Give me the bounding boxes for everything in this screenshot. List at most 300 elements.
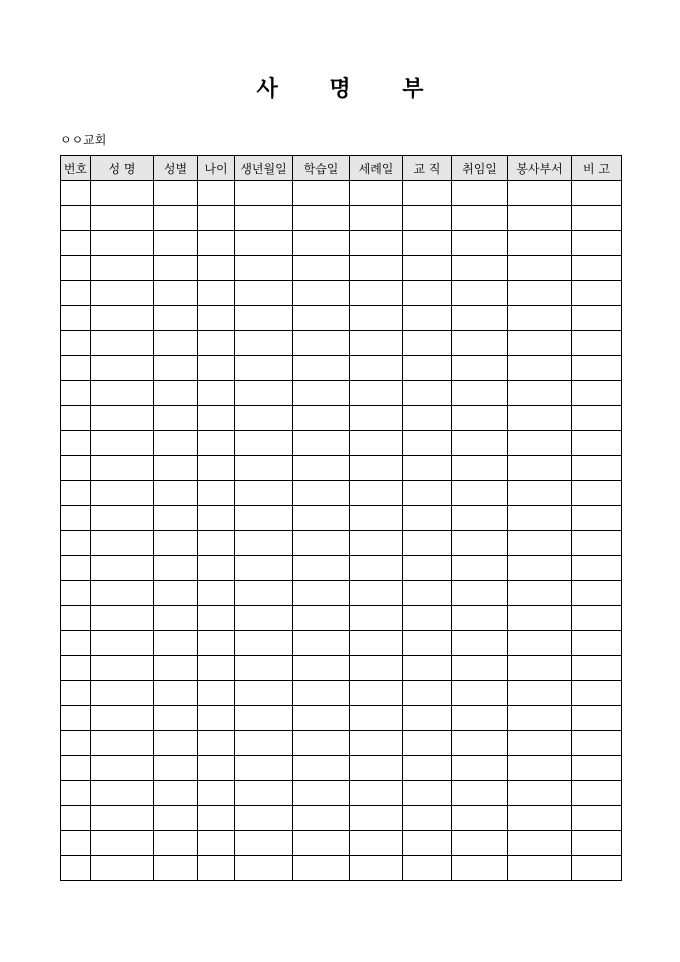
age-cell[interactable] <box>198 556 235 581</box>
installation-date-cell[interactable] <box>452 706 508 731</box>
birthdate-cell[interactable] <box>235 856 293 881</box>
gender-cell[interactable] <box>154 531 198 556</box>
service-department-cell[interactable] <box>508 431 572 456</box>
number-cell[interactable] <box>61 256 91 281</box>
service-department-cell[interactable] <box>508 656 572 681</box>
name-cell[interactable] <box>91 406 154 431</box>
installation-date-cell[interactable] <box>452 356 508 381</box>
installation-date-cell[interactable] <box>452 331 508 356</box>
installation-date-cell[interactable] <box>452 256 508 281</box>
age-cell[interactable] <box>198 856 235 881</box>
age-cell[interactable] <box>198 731 235 756</box>
name-cell[interactable] <box>91 756 154 781</box>
catechism-date-cell[interactable] <box>293 506 350 531</box>
catechism-date-cell[interactable] <box>293 856 350 881</box>
birthdate-cell[interactable] <box>235 781 293 806</box>
installation-date-cell[interactable] <box>452 281 508 306</box>
service-department-cell[interactable] <box>508 681 572 706</box>
gender-cell[interactable] <box>154 781 198 806</box>
remarks-cell[interactable] <box>572 531 622 556</box>
installation-date-cell[interactable] <box>452 731 508 756</box>
service-department-cell[interactable] <box>508 306 572 331</box>
remarks-cell[interactable] <box>572 431 622 456</box>
installation-date-cell[interactable] <box>452 531 508 556</box>
church-office-cell[interactable] <box>403 406 452 431</box>
service-department-cell[interactable] <box>508 406 572 431</box>
number-cell[interactable] <box>61 706 91 731</box>
birthdate-cell[interactable] <box>235 481 293 506</box>
church-office-cell[interactable] <box>403 531 452 556</box>
catechism-date-cell[interactable] <box>293 356 350 381</box>
remarks-cell[interactable] <box>572 306 622 331</box>
installation-date-cell[interactable] <box>452 381 508 406</box>
age-cell[interactable] <box>198 756 235 781</box>
age-cell[interactable] <box>198 481 235 506</box>
birthdate-cell[interactable] <box>235 456 293 481</box>
name-cell[interactable] <box>91 206 154 231</box>
remarks-cell[interactable] <box>572 756 622 781</box>
number-cell[interactable] <box>61 731 91 756</box>
remarks-cell[interactable] <box>572 606 622 631</box>
gender-cell[interactable] <box>154 181 198 206</box>
installation-date-cell[interactable] <box>452 556 508 581</box>
name-cell[interactable] <box>91 806 154 831</box>
number-cell[interactable] <box>61 756 91 781</box>
number-cell[interactable] <box>61 581 91 606</box>
baptism-date-cell[interactable] <box>350 731 403 756</box>
baptism-date-cell[interactable] <box>350 506 403 531</box>
catechism-date-cell[interactable] <box>293 406 350 431</box>
birthdate-cell[interactable] <box>235 606 293 631</box>
baptism-date-cell[interactable] <box>350 431 403 456</box>
number-cell[interactable] <box>61 481 91 506</box>
age-cell[interactable] <box>198 831 235 856</box>
number-cell[interactable] <box>61 431 91 456</box>
age-cell[interactable] <box>198 781 235 806</box>
church-office-cell[interactable] <box>403 606 452 631</box>
birthdate-cell[interactable] <box>235 356 293 381</box>
church-office-cell[interactable] <box>403 481 452 506</box>
catechism-date-cell[interactable] <box>293 306 350 331</box>
birthdate-cell[interactable] <box>235 206 293 231</box>
number-cell[interactable] <box>61 181 91 206</box>
gender-cell[interactable] <box>154 756 198 781</box>
service-department-cell[interactable] <box>508 731 572 756</box>
birthdate-cell[interactable] <box>235 706 293 731</box>
baptism-date-cell[interactable] <box>350 481 403 506</box>
number-cell[interactable] <box>61 656 91 681</box>
remarks-cell[interactable] <box>572 681 622 706</box>
church-office-cell[interactable] <box>403 256 452 281</box>
gender-cell[interactable] <box>154 206 198 231</box>
name-cell[interactable] <box>91 256 154 281</box>
baptism-date-cell[interactable] <box>350 681 403 706</box>
installation-date-cell[interactable] <box>452 456 508 481</box>
church-office-cell[interactable] <box>403 556 452 581</box>
age-cell[interactable] <box>198 431 235 456</box>
church-office-cell[interactable] <box>403 806 452 831</box>
name-cell[interactable] <box>91 606 154 631</box>
service-department-cell[interactable] <box>508 281 572 306</box>
remarks-cell[interactable] <box>572 481 622 506</box>
name-cell[interactable] <box>91 481 154 506</box>
installation-date-cell[interactable] <box>452 506 508 531</box>
birthdate-cell[interactable] <box>235 831 293 856</box>
name-cell[interactable] <box>91 631 154 656</box>
gender-cell[interactable] <box>154 356 198 381</box>
remarks-cell[interactable] <box>572 831 622 856</box>
birthdate-cell[interactable] <box>235 506 293 531</box>
church-office-cell[interactable] <box>403 731 452 756</box>
birthdate-cell[interactable] <box>235 181 293 206</box>
name-cell[interactable] <box>91 356 154 381</box>
gender-cell[interactable] <box>154 256 198 281</box>
number-cell[interactable] <box>61 231 91 256</box>
baptism-date-cell[interactable] <box>350 831 403 856</box>
number-cell[interactable] <box>61 281 91 306</box>
remarks-cell[interactable] <box>572 381 622 406</box>
number-cell[interactable] <box>61 356 91 381</box>
birthdate-cell[interactable] <box>235 556 293 581</box>
service-department-cell[interactable] <box>508 756 572 781</box>
age-cell[interactable] <box>198 406 235 431</box>
gender-cell[interactable] <box>154 731 198 756</box>
birthdate-cell[interactable] <box>235 531 293 556</box>
catechism-date-cell[interactable] <box>293 831 350 856</box>
birthdate-cell[interactable] <box>235 631 293 656</box>
church-office-cell[interactable] <box>403 581 452 606</box>
name-cell[interactable] <box>91 281 154 306</box>
age-cell[interactable] <box>198 581 235 606</box>
catechism-date-cell[interactable] <box>293 606 350 631</box>
baptism-date-cell[interactable] <box>350 856 403 881</box>
church-office-cell[interactable] <box>403 331 452 356</box>
baptism-date-cell[interactable] <box>350 331 403 356</box>
service-department-cell[interactable] <box>508 356 572 381</box>
installation-date-cell[interactable] <box>452 581 508 606</box>
remarks-cell[interactable] <box>572 206 622 231</box>
service-department-cell[interactable] <box>508 556 572 581</box>
installation-date-cell[interactable] <box>452 231 508 256</box>
service-department-cell[interactable] <box>508 506 572 531</box>
service-department-cell[interactable] <box>508 456 572 481</box>
catechism-date-cell[interactable] <box>293 381 350 406</box>
remarks-cell[interactable] <box>572 656 622 681</box>
baptism-date-cell[interactable] <box>350 781 403 806</box>
age-cell[interactable] <box>198 656 235 681</box>
catechism-date-cell[interactable] <box>293 756 350 781</box>
remarks-cell[interactable] <box>572 406 622 431</box>
name-cell[interactable] <box>91 306 154 331</box>
service-department-cell[interactable] <box>508 606 572 631</box>
baptism-date-cell[interactable] <box>350 406 403 431</box>
gender-cell[interactable] <box>154 306 198 331</box>
church-office-cell[interactable] <box>403 431 452 456</box>
baptism-date-cell[interactable] <box>350 531 403 556</box>
catechism-date-cell[interactable] <box>293 806 350 831</box>
remarks-cell[interactable] <box>572 281 622 306</box>
gender-cell[interactable] <box>154 656 198 681</box>
name-cell[interactable] <box>91 656 154 681</box>
service-department-cell[interactable] <box>508 631 572 656</box>
name-cell[interactable] <box>91 181 154 206</box>
birthdate-cell[interactable] <box>235 281 293 306</box>
remarks-cell[interactable] <box>572 556 622 581</box>
church-office-cell[interactable] <box>403 656 452 681</box>
age-cell[interactable] <box>198 306 235 331</box>
catechism-date-cell[interactable] <box>293 631 350 656</box>
birthdate-cell[interactable] <box>235 806 293 831</box>
name-cell[interactable] <box>91 681 154 706</box>
remarks-cell[interactable] <box>572 631 622 656</box>
catechism-date-cell[interactable] <box>293 331 350 356</box>
church-office-cell[interactable] <box>403 456 452 481</box>
name-cell[interactable] <box>91 231 154 256</box>
gender-cell[interactable] <box>154 231 198 256</box>
name-cell[interactable] <box>91 856 154 881</box>
gender-cell[interactable] <box>154 281 198 306</box>
name-cell[interactable] <box>91 531 154 556</box>
age-cell[interactable] <box>198 381 235 406</box>
gender-cell[interactable] <box>154 631 198 656</box>
service-department-cell[interactable] <box>508 856 572 881</box>
catechism-date-cell[interactable] <box>293 681 350 706</box>
gender-cell[interactable] <box>154 456 198 481</box>
baptism-date-cell[interactable] <box>350 581 403 606</box>
birthdate-cell[interactable] <box>235 381 293 406</box>
service-department-cell[interactable] <box>508 206 572 231</box>
remarks-cell[interactable] <box>572 856 622 881</box>
gender-cell[interactable] <box>154 706 198 731</box>
installation-date-cell[interactable] <box>452 606 508 631</box>
number-cell[interactable] <box>61 306 91 331</box>
installation-date-cell[interactable] <box>452 631 508 656</box>
name-cell[interactable] <box>91 581 154 606</box>
birthdate-cell[interactable] <box>235 731 293 756</box>
church-office-cell[interactable] <box>403 231 452 256</box>
gender-cell[interactable] <box>154 856 198 881</box>
baptism-date-cell[interactable] <box>350 456 403 481</box>
church-office-cell[interactable] <box>403 781 452 806</box>
birthdate-cell[interactable] <box>235 681 293 706</box>
remarks-cell[interactable] <box>572 356 622 381</box>
catechism-date-cell[interactable] <box>293 731 350 756</box>
age-cell[interactable] <box>198 606 235 631</box>
service-department-cell[interactable] <box>508 581 572 606</box>
service-department-cell[interactable] <box>508 181 572 206</box>
church-office-cell[interactable] <box>403 181 452 206</box>
catechism-date-cell[interactable] <box>293 656 350 681</box>
baptism-date-cell[interactable] <box>350 556 403 581</box>
number-cell[interactable] <box>61 531 91 556</box>
gender-cell[interactable] <box>154 381 198 406</box>
age-cell[interactable] <box>198 631 235 656</box>
name-cell[interactable] <box>91 731 154 756</box>
number-cell[interactable] <box>61 331 91 356</box>
church-office-cell[interactable] <box>403 506 452 531</box>
baptism-date-cell[interactable] <box>350 231 403 256</box>
installation-date-cell[interactable] <box>452 181 508 206</box>
birthdate-cell[interactable] <box>235 231 293 256</box>
catechism-date-cell[interactable] <box>293 456 350 481</box>
birthdate-cell[interactable] <box>235 406 293 431</box>
number-cell[interactable] <box>61 381 91 406</box>
age-cell[interactable] <box>198 456 235 481</box>
remarks-cell[interactable] <box>572 731 622 756</box>
church-office-cell[interactable] <box>403 706 452 731</box>
installation-date-cell[interactable] <box>452 806 508 831</box>
catechism-date-cell[interactable] <box>293 556 350 581</box>
number-cell[interactable] <box>61 681 91 706</box>
remarks-cell[interactable] <box>572 256 622 281</box>
birthdate-cell[interactable] <box>235 756 293 781</box>
age-cell[interactable] <box>198 181 235 206</box>
age-cell[interactable] <box>198 331 235 356</box>
age-cell[interactable] <box>198 681 235 706</box>
birthdate-cell[interactable] <box>235 656 293 681</box>
number-cell[interactable] <box>61 406 91 431</box>
remarks-cell[interactable] <box>572 581 622 606</box>
church-office-cell[interactable] <box>403 856 452 881</box>
gender-cell[interactable] <box>154 331 198 356</box>
birthdate-cell[interactable] <box>235 431 293 456</box>
catechism-date-cell[interactable] <box>293 231 350 256</box>
name-cell[interactable] <box>91 781 154 806</box>
age-cell[interactable] <box>198 706 235 731</box>
name-cell[interactable] <box>91 431 154 456</box>
remarks-cell[interactable] <box>572 781 622 806</box>
gender-cell[interactable] <box>154 431 198 456</box>
service-department-cell[interactable] <box>508 381 572 406</box>
service-department-cell[interactable] <box>508 331 572 356</box>
name-cell[interactable] <box>91 506 154 531</box>
remarks-cell[interactable] <box>572 506 622 531</box>
number-cell[interactable] <box>61 206 91 231</box>
gender-cell[interactable] <box>154 556 198 581</box>
installation-date-cell[interactable] <box>452 831 508 856</box>
number-cell[interactable] <box>61 806 91 831</box>
number-cell[interactable] <box>61 556 91 581</box>
service-department-cell[interactable] <box>508 806 572 831</box>
installation-date-cell[interactable] <box>452 481 508 506</box>
name-cell[interactable] <box>91 556 154 581</box>
gender-cell[interactable] <box>154 806 198 831</box>
installation-date-cell[interactable] <box>452 306 508 331</box>
baptism-date-cell[interactable] <box>350 381 403 406</box>
age-cell[interactable] <box>198 806 235 831</box>
age-cell[interactable] <box>198 356 235 381</box>
age-cell[interactable] <box>198 531 235 556</box>
church-office-cell[interactable] <box>403 831 452 856</box>
age-cell[interactable] <box>198 506 235 531</box>
baptism-date-cell[interactable] <box>350 281 403 306</box>
name-cell[interactable] <box>91 706 154 731</box>
service-department-cell[interactable] <box>508 481 572 506</box>
name-cell[interactable] <box>91 831 154 856</box>
catechism-date-cell[interactable] <box>293 181 350 206</box>
church-office-cell[interactable] <box>403 681 452 706</box>
church-office-cell[interactable] <box>403 381 452 406</box>
church-office-cell[interactable] <box>403 281 452 306</box>
baptism-date-cell[interactable] <box>350 806 403 831</box>
baptism-date-cell[interactable] <box>350 181 403 206</box>
gender-cell[interactable] <box>154 606 198 631</box>
installation-date-cell[interactable] <box>452 206 508 231</box>
service-department-cell[interactable] <box>508 231 572 256</box>
number-cell[interactable] <box>61 856 91 881</box>
number-cell[interactable] <box>61 831 91 856</box>
remarks-cell[interactable] <box>572 706 622 731</box>
catechism-date-cell[interactable] <box>293 581 350 606</box>
remarks-cell[interactable] <box>572 331 622 356</box>
church-office-cell[interactable] <box>403 206 452 231</box>
service-department-cell[interactable] <box>508 706 572 731</box>
gender-cell[interactable] <box>154 681 198 706</box>
number-cell[interactable] <box>61 606 91 631</box>
catechism-date-cell[interactable] <box>293 531 350 556</box>
baptism-date-cell[interactable] <box>350 606 403 631</box>
church-office-cell[interactable] <box>403 756 452 781</box>
gender-cell[interactable] <box>154 831 198 856</box>
installation-date-cell[interactable] <box>452 406 508 431</box>
baptism-date-cell[interactable] <box>350 206 403 231</box>
birthdate-cell[interactable] <box>235 256 293 281</box>
church-office-cell[interactable] <box>403 356 452 381</box>
age-cell[interactable] <box>198 206 235 231</box>
baptism-date-cell[interactable] <box>350 356 403 381</box>
service-department-cell[interactable] <box>508 531 572 556</box>
gender-cell[interactable] <box>154 581 198 606</box>
catechism-date-cell[interactable] <box>293 256 350 281</box>
remarks-cell[interactable] <box>572 456 622 481</box>
baptism-date-cell[interactable] <box>350 756 403 781</box>
installation-date-cell[interactable] <box>452 756 508 781</box>
service-department-cell[interactable] <box>508 256 572 281</box>
gender-cell[interactable] <box>154 506 198 531</box>
baptism-date-cell[interactable] <box>350 656 403 681</box>
baptism-date-cell[interactable] <box>350 306 403 331</box>
gender-cell[interactable] <box>154 406 198 431</box>
remarks-cell[interactable] <box>572 231 622 256</box>
name-cell[interactable] <box>91 456 154 481</box>
gender-cell[interactable] <box>154 481 198 506</box>
installation-date-cell[interactable] <box>452 656 508 681</box>
catechism-date-cell[interactable] <box>293 781 350 806</box>
age-cell[interactable] <box>198 256 235 281</box>
catechism-date-cell[interactable] <box>293 431 350 456</box>
baptism-date-cell[interactable] <box>350 706 403 731</box>
installation-date-cell[interactable] <box>452 431 508 456</box>
service-department-cell[interactable] <box>508 831 572 856</box>
catechism-date-cell[interactable] <box>293 281 350 306</box>
baptism-date-cell[interactable] <box>350 256 403 281</box>
number-cell[interactable] <box>61 781 91 806</box>
birthdate-cell[interactable] <box>235 331 293 356</box>
age-cell[interactable] <box>198 281 235 306</box>
church-office-cell[interactable] <box>403 306 452 331</box>
birthdate-cell[interactable] <box>235 581 293 606</box>
remarks-cell[interactable] <box>572 181 622 206</box>
number-cell[interactable] <box>61 456 91 481</box>
number-cell[interactable] <box>61 631 91 656</box>
catechism-date-cell[interactable] <box>293 706 350 731</box>
birthdate-cell[interactable] <box>235 306 293 331</box>
catechism-date-cell[interactable] <box>293 481 350 506</box>
number-cell[interactable] <box>61 506 91 531</box>
church-office-cell[interactable] <box>403 631 452 656</box>
service-department-cell[interactable] <box>508 781 572 806</box>
name-cell[interactable] <box>91 331 154 356</box>
